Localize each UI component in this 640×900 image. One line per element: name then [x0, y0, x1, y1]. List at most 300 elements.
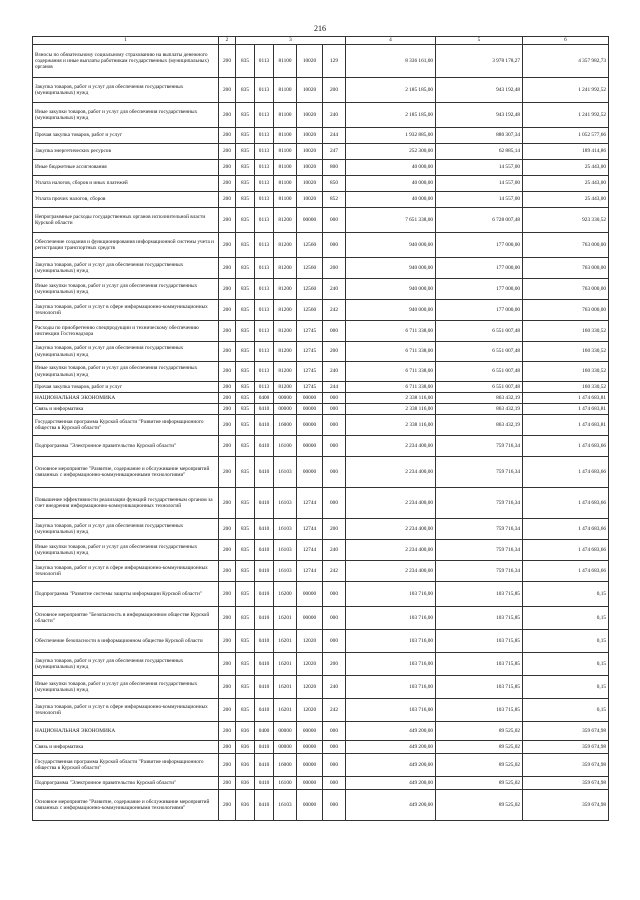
row-value-cell: 0113	[255, 233, 274, 258]
row-value-cell: 359 674,98	[523, 754, 609, 777]
row-value-cell: 835	[236, 144, 255, 160]
row-value-cell: 4 357 982,73	[523, 45, 609, 78]
row-value-cell: 10020	[297, 128, 323, 144]
table-body	[33, 45, 609, 821]
row-name-cell: Иные закупки товаров, работ и услуг для обеспечения государственных (муниципальных) нужд	[33, 103, 219, 128]
row-value-cell: 000	[323, 415, 346, 436]
table-row	[33, 519, 609, 540]
row-value-cell: 000	[323, 208, 346, 233]
row-value-cell: 200	[219, 279, 236, 300]
row-value-cell: 0113	[255, 192, 274, 208]
table-row	[33, 128, 609, 144]
row-value-cell: 103 716,00	[346, 630, 436, 653]
row-value-cell: 12560	[297, 300, 323, 321]
row-name-cell: Иные закупки товаров, работ и услуг для обеспечения государственных (муниципальных) нужд	[33, 540, 219, 561]
row-value-cell: 0410	[255, 653, 274, 676]
row-value-cell: 00000	[297, 741, 323, 754]
row-value-cell: 1 241 992,52	[523, 78, 609, 103]
row-value-cell: 6 711 338,00	[346, 342, 436, 362]
row-value-cell: 177 000,00	[436, 233, 523, 258]
row-value-cell: 62 885,14	[436, 144, 523, 160]
row-value-cell: 16200	[274, 582, 297, 607]
row-value-cell: 835	[236, 45, 255, 78]
row-value-cell: 200	[323, 342, 346, 362]
row-value-cell: 242	[323, 561, 346, 582]
row-value-cell: 835	[236, 233, 255, 258]
row-value-cell: 359 674,98	[523, 741, 609, 754]
row-value-cell: 0410	[255, 436, 274, 457]
row-name-cell: Основное мероприятие "Развитие, содержание и обслуживание мероприятий связанных с информационно-коммуникационными технологиями"	[33, 790, 219, 821]
row-value-cell: 103 716,00	[346, 653, 436, 676]
row-value-cell: 1 932 885,00	[346, 128, 436, 144]
row-value-cell: 0113	[255, 128, 274, 144]
row-value-cell: 200	[219, 722, 236, 741]
row-value-cell: 835	[236, 630, 255, 653]
row-value-cell: 7 651 338,00	[346, 208, 436, 233]
table-row	[33, 436, 609, 457]
row-value-cell: 16103	[274, 519, 297, 540]
row-value-cell: 200	[219, 457, 236, 488]
row-value-cell: 000	[323, 404, 346, 415]
row-value-cell: 835	[236, 382, 255, 393]
row-value-cell: 00000	[297, 790, 323, 821]
row-value-cell: 200	[219, 488, 236, 519]
row-value-cell: 6 551 007,48	[436, 382, 523, 393]
row-value-cell: 6 711 338,00	[346, 321, 436, 342]
row-value-cell: 835	[236, 415, 255, 436]
row-value-cell: 00000	[274, 741, 297, 754]
table-row	[33, 404, 609, 415]
row-value-cell: 000	[323, 436, 346, 457]
row-value-cell: 200	[219, 790, 236, 821]
row-value-cell: 247	[323, 144, 346, 160]
row-value-cell: 0410	[255, 488, 274, 519]
row-name-cell: Иные закупки товаров, работ и услуг для обеспечения государственных (муниципальных) нужд	[33, 676, 219, 699]
row-value-cell: 103 715,85	[436, 699, 523, 722]
row-value-cell: 103 715,85	[436, 676, 523, 699]
row-value-cell: 81100	[274, 128, 297, 144]
row-value-cell: 0,15	[523, 607, 609, 630]
row-name-cell: Иные закупки товаров, работ и услуг для обеспечения государственных (муниципальных) нужд	[33, 279, 219, 300]
row-name-cell: Закупка товаров, работ и услуг в сфере информационно-коммуникационных технологий	[33, 699, 219, 722]
row-value-cell: 0410	[255, 561, 274, 582]
row-name-cell: Прочая закупка товаров, работ и услуг	[33, 128, 219, 144]
row-value-cell: 2 234 400,00	[346, 457, 436, 488]
row-value-cell: 0410	[255, 415, 274, 436]
row-value-cell: 835	[236, 128, 255, 144]
row-value-cell: 2 234 400,00	[346, 561, 436, 582]
row-value-cell: 16201	[274, 699, 297, 722]
row-name-cell: Государственная программа Курской области "Развитие информационного общества в Курской области"	[33, 754, 219, 777]
row-value-cell: 835	[236, 103, 255, 128]
row-value-cell: 200	[323, 653, 346, 676]
row-value-cell: 835	[236, 258, 255, 279]
row-value-cell: 16201	[274, 607, 297, 630]
row-value-cell: 12745	[297, 362, 323, 382]
row-value-cell: 0113	[255, 160, 274, 176]
row-value-cell: 200	[219, 144, 236, 160]
row-value-cell: 835	[236, 393, 255, 404]
row-value-cell: 1 474 683,81	[523, 393, 609, 404]
row-value-cell: 200	[219, 699, 236, 722]
row-value-cell: 103 715,85	[436, 653, 523, 676]
row-value-cell: 759 716,34	[436, 519, 523, 540]
row-value-cell: 10020	[297, 192, 323, 208]
row-value-cell: 000	[323, 741, 346, 754]
row-value-cell: 12744	[297, 488, 323, 519]
row-value-cell: 6 728 007,48	[436, 208, 523, 233]
row-value-cell: 763 000,00	[523, 258, 609, 279]
row-value-cell: 240	[323, 362, 346, 382]
row-name-cell: Обеспечение безопасности в информационном обществе Курской области	[33, 630, 219, 653]
row-value-cell: 200	[219, 754, 236, 777]
row-name-cell: Расходы по приобретению спецпродукции и техническому обеспечению инспекции Гостехнадзора	[33, 321, 219, 342]
row-value-cell: 81100	[274, 144, 297, 160]
row-value-cell: 00000	[297, 208, 323, 233]
row-value-cell: 10020	[297, 78, 323, 103]
row-value-cell: 14 557,00	[436, 176, 523, 192]
row-name-cell: Государственная программа Курской области "Развитие информационного общества в Курской области"	[33, 415, 219, 436]
table-row	[33, 393, 609, 404]
table-row	[33, 208, 609, 233]
row-value-cell: 200	[219, 393, 236, 404]
row-value-cell: 103 716,00	[346, 582, 436, 607]
row-value-cell: 12560	[297, 258, 323, 279]
row-value-cell: 2 185 185,00	[346, 103, 436, 128]
row-value-cell: 000	[323, 582, 346, 607]
row-value-cell: 00000	[297, 582, 323, 607]
row-name-cell: Связь и информатика	[33, 741, 219, 754]
row-value-cell: 763 000,00	[523, 300, 609, 321]
row-value-cell: 8 336 161,00	[346, 45, 436, 78]
row-value-cell: 16103	[274, 790, 297, 821]
row-value-cell: 835	[236, 342, 255, 362]
row-value-cell: 40 000,00	[346, 160, 436, 176]
row-value-cell: 835	[236, 488, 255, 519]
row-value-cell: 1 052 577,66	[523, 128, 609, 144]
row-value-cell: 940 000,00	[346, 279, 436, 300]
row-value-cell: 2 338 116,00	[346, 393, 436, 404]
row-value-cell: 800	[323, 160, 346, 176]
row-value-cell: 2 234 400,00	[346, 540, 436, 561]
row-value-cell: 240	[323, 540, 346, 561]
row-value-cell: 359 674,98	[523, 722, 609, 741]
row-value-cell: 103 716,00	[346, 676, 436, 699]
row-name-cell: Закупка товаров, работ и услуг в сфере информационно-коммуникационных технологий	[33, 300, 219, 321]
row-value-cell: 449 200,00	[346, 741, 436, 754]
row-name-cell: Иные бюджетные ассигнования	[33, 160, 219, 176]
row-value-cell: 836	[236, 777, 255, 790]
row-value-cell: 160 330,52	[523, 382, 609, 393]
row-name-cell: НАЦИОНАЛЬНАЯ ЭКОНОМИКА	[33, 722, 219, 741]
row-value-cell: 0410	[255, 540, 274, 561]
row-value-cell: 836	[236, 722, 255, 741]
row-value-cell: 943 192,48	[436, 78, 523, 103]
row-value-cell: 0113	[255, 300, 274, 321]
row-value-cell: 00000	[274, 404, 297, 415]
row-value-cell: 16103	[274, 561, 297, 582]
row-value-cell: 0410	[255, 582, 274, 607]
table-row	[33, 382, 609, 393]
row-value-cell: 00000	[297, 404, 323, 415]
row-value-cell: 000	[323, 630, 346, 653]
table-row	[33, 653, 609, 676]
row-value-cell: 200	[219, 630, 236, 653]
table-row	[33, 300, 609, 321]
row-value-cell: 000	[323, 790, 346, 821]
row-value-cell: 200	[219, 741, 236, 754]
table-row	[33, 160, 609, 176]
row-value-cell: 10020	[297, 160, 323, 176]
row-value-cell: 835	[236, 300, 255, 321]
row-value-cell: 00000	[274, 393, 297, 404]
header-cell: 5	[436, 37, 523, 45]
row-value-cell: 81200	[274, 342, 297, 362]
row-value-cell: 25 443,00	[523, 176, 609, 192]
row-value-cell: 81200	[274, 258, 297, 279]
row-value-cell: 00000	[297, 777, 323, 790]
row-value-cell: 0410	[255, 630, 274, 653]
row-value-cell: 359 674,98	[523, 777, 609, 790]
budget-table	[32, 36, 609, 821]
row-value-cell: 835	[236, 699, 255, 722]
row-name-cell: Подпрограмма "Развитие системы защиты информации Курской области"	[33, 582, 219, 607]
row-value-cell: 12020	[297, 630, 323, 653]
row-value-cell: 81100	[274, 160, 297, 176]
row-value-cell: 16100	[274, 777, 297, 790]
table-row	[33, 777, 609, 790]
row-value-cell: 0410	[255, 519, 274, 540]
row-value-cell: 0410	[255, 754, 274, 777]
table-row	[33, 192, 609, 208]
row-value-cell: 835	[236, 404, 255, 415]
row-value-cell: 200	[219, 300, 236, 321]
table-row	[33, 233, 609, 258]
row-value-cell: 200	[219, 415, 236, 436]
row-name-cell: Закупка товаров, работ и услуг для обеспечения государственных (муниципальных) нужд	[33, 258, 219, 279]
row-value-cell: 835	[236, 78, 255, 103]
row-name-cell: Уплата прочих налогов, сборов	[33, 192, 219, 208]
table-row	[33, 630, 609, 653]
row-name-cell: Закупка товаров, работ и услуг для обеспечения государственных (муниципальных) нужд	[33, 78, 219, 103]
row-value-cell: 00000	[297, 436, 323, 457]
row-value-cell: 759 716,34	[436, 540, 523, 561]
row-value-cell: 835	[236, 676, 255, 699]
row-value-cell: 81200	[274, 233, 297, 258]
row-value-cell: 000	[323, 754, 346, 777]
row-value-cell: 200	[219, 208, 236, 233]
row-value-cell: 252 300,00	[346, 144, 436, 160]
table-row	[33, 457, 609, 488]
row-value-cell: 200	[323, 78, 346, 103]
row-value-cell: 00000	[297, 607, 323, 630]
row-value-cell: 160 330,52	[523, 362, 609, 382]
row-value-cell: 89 525,02	[436, 790, 523, 821]
table-row	[33, 279, 609, 300]
row-name-cell: Закупка товаров, работ и услуг для обеспечения государственных (муниципальных) нужд	[33, 653, 219, 676]
row-value-cell: 1 474 683,66	[523, 488, 609, 519]
row-value-cell: 81100	[274, 103, 297, 128]
row-value-cell: 81200	[274, 362, 297, 382]
row-value-cell: 835	[236, 279, 255, 300]
row-value-cell: 200	[219, 436, 236, 457]
row-value-cell: 200	[219, 777, 236, 790]
row-value-cell: 16201	[274, 653, 297, 676]
row-value-cell: 449 200,00	[346, 790, 436, 821]
row-value-cell: 12560	[297, 233, 323, 258]
row-value-cell: 0113	[255, 144, 274, 160]
row-value-cell: 103 715,85	[436, 607, 523, 630]
row-value-cell: 000	[323, 457, 346, 488]
row-name-cell: НАЦИОНАЛЬНАЯ ЭКОНОМИКА	[33, 393, 219, 404]
row-value-cell: 359 674,98	[523, 790, 609, 821]
row-value-cell: 835	[236, 561, 255, 582]
row-value-cell: 200	[219, 653, 236, 676]
row-value-cell: 3 978 178,27	[436, 45, 523, 78]
row-value-cell: 177 000,00	[436, 258, 523, 279]
row-value-cell: 00000	[297, 393, 323, 404]
row-value-cell: 2 338 116,00	[346, 415, 436, 436]
row-value-cell: 6 551 007,48	[436, 362, 523, 382]
row-value-cell: 0113	[255, 258, 274, 279]
row-name-cell: Уплата налогов, сборов и иных платежей	[33, 176, 219, 192]
row-value-cell: 449 200,00	[346, 777, 436, 790]
table-row	[33, 321, 609, 342]
row-value-cell: 103 716,00	[346, 699, 436, 722]
row-value-cell: 000	[323, 488, 346, 519]
row-value-cell: 81200	[274, 300, 297, 321]
row-value-cell: 89 525,02	[436, 741, 523, 754]
row-value-cell: 240	[323, 103, 346, 128]
row-value-cell: 1 474 683,81	[523, 404, 609, 415]
row-value-cell: 0410	[255, 676, 274, 699]
row-value-cell: 0113	[255, 103, 274, 128]
table-row	[33, 415, 609, 436]
row-value-cell: 81100	[274, 192, 297, 208]
row-value-cell: 6 711 338,00	[346, 362, 436, 382]
row-value-cell: 449 200,00	[346, 754, 436, 777]
row-value-cell: 0410	[255, 741, 274, 754]
row-value-cell: 835	[236, 540, 255, 561]
row-value-cell: 759 716,34	[436, 436, 523, 457]
row-value-cell: 763 000,00	[523, 233, 609, 258]
row-value-cell: 835	[236, 653, 255, 676]
row-name-cell: Связь и информатика	[33, 404, 219, 415]
row-value-cell: 6 711 338,00	[346, 382, 436, 393]
row-value-cell: 200	[219, 582, 236, 607]
page-number: 216	[314, 24, 326, 33]
row-value-cell: 200	[219, 519, 236, 540]
row-value-cell: 12020	[297, 653, 323, 676]
row-value-cell: 242	[323, 699, 346, 722]
row-value-cell: 2 234 400,00	[346, 488, 436, 519]
row-value-cell: 81100	[274, 176, 297, 192]
row-value-cell: 200	[219, 233, 236, 258]
row-value-cell: 25 443,00	[523, 192, 609, 208]
row-value-cell: 835	[236, 321, 255, 342]
row-value-cell: 103 715,85	[436, 630, 523, 653]
row-value-cell: 129	[323, 45, 346, 78]
row-value-cell: 200	[219, 176, 236, 192]
row-value-cell: 1 474 683,66	[523, 519, 609, 540]
row-value-cell: 0113	[255, 45, 274, 78]
table-row	[33, 699, 609, 722]
row-value-cell: 200	[219, 382, 236, 393]
row-value-cell: 0,15	[523, 582, 609, 607]
row-value-cell: 000	[323, 233, 346, 258]
row-value-cell: 89 525,02	[436, 722, 523, 741]
row-value-cell: 14 557,00	[436, 160, 523, 176]
row-value-cell: 759 716,34	[436, 488, 523, 519]
table-row	[33, 362, 609, 382]
row-value-cell: 1 474 683,81	[523, 415, 609, 436]
row-value-cell: 0113	[255, 78, 274, 103]
row-value-cell: 177 000,00	[436, 300, 523, 321]
table-row	[33, 607, 609, 630]
row-value-cell: 200	[219, 258, 236, 279]
row-value-cell: 244	[323, 382, 346, 393]
row-value-cell: 244	[323, 128, 346, 144]
row-value-cell: 835	[236, 176, 255, 192]
row-value-cell: 0113	[255, 279, 274, 300]
row-value-cell: 12745	[297, 342, 323, 362]
row-value-cell: 200	[219, 342, 236, 362]
row-value-cell: 240	[323, 676, 346, 699]
row-name-cell: Прочая закупка товаров, работ и услуг	[33, 382, 219, 393]
row-value-cell: 12744	[297, 561, 323, 582]
row-value-cell: 759 716,34	[436, 457, 523, 488]
row-value-cell: 16201	[274, 630, 297, 653]
row-name-cell: Непрограммные расходы государственных органов исполнительной власти Курской области	[33, 208, 219, 233]
row-value-cell: 000	[323, 722, 346, 741]
header-cell: 6	[523, 37, 609, 45]
row-value-cell: 836	[236, 741, 255, 754]
row-value-cell: 835	[236, 192, 255, 208]
row-name-cell: Закупка товаров, работ и услуг в сфере информационно-коммуникационных технологий	[33, 561, 219, 582]
row-value-cell: 81100	[274, 78, 297, 103]
table-row	[33, 488, 609, 519]
table-row	[33, 78, 609, 103]
row-value-cell: 200	[219, 362, 236, 382]
row-value-cell: 6 551 007,48	[436, 321, 523, 342]
row-value-cell: 000	[323, 393, 346, 404]
table-row	[33, 722, 609, 741]
row-value-cell: 10020	[297, 144, 323, 160]
row-value-cell: 200	[219, 192, 236, 208]
row-value-cell: 1 474 683,66	[523, 540, 609, 561]
row-value-cell: 835	[236, 582, 255, 607]
row-value-cell: 200	[219, 103, 236, 128]
table-row	[33, 176, 609, 192]
row-value-cell: 40 000,00	[346, 192, 436, 208]
row-value-cell: 89 525,02	[436, 754, 523, 777]
row-value-cell: 12744	[297, 519, 323, 540]
row-value-cell: 200	[219, 676, 236, 699]
row-value-cell: 835	[236, 160, 255, 176]
row-value-cell: 200	[219, 607, 236, 630]
row-value-cell: 2 234 400,00	[346, 519, 436, 540]
row-value-cell: 0410	[255, 457, 274, 488]
row-value-cell: 12745	[297, 382, 323, 393]
row-value-cell: 12744	[297, 540, 323, 561]
row-value-cell: 12745	[297, 321, 323, 342]
row-value-cell: 940 000,00	[346, 233, 436, 258]
row-value-cell: 2 234 400,00	[346, 436, 436, 457]
row-value-cell: 000	[323, 777, 346, 790]
row-value-cell: 1 474 683,66	[523, 436, 609, 457]
row-value-cell: 200	[219, 321, 236, 342]
row-value-cell: 0,15	[523, 630, 609, 653]
